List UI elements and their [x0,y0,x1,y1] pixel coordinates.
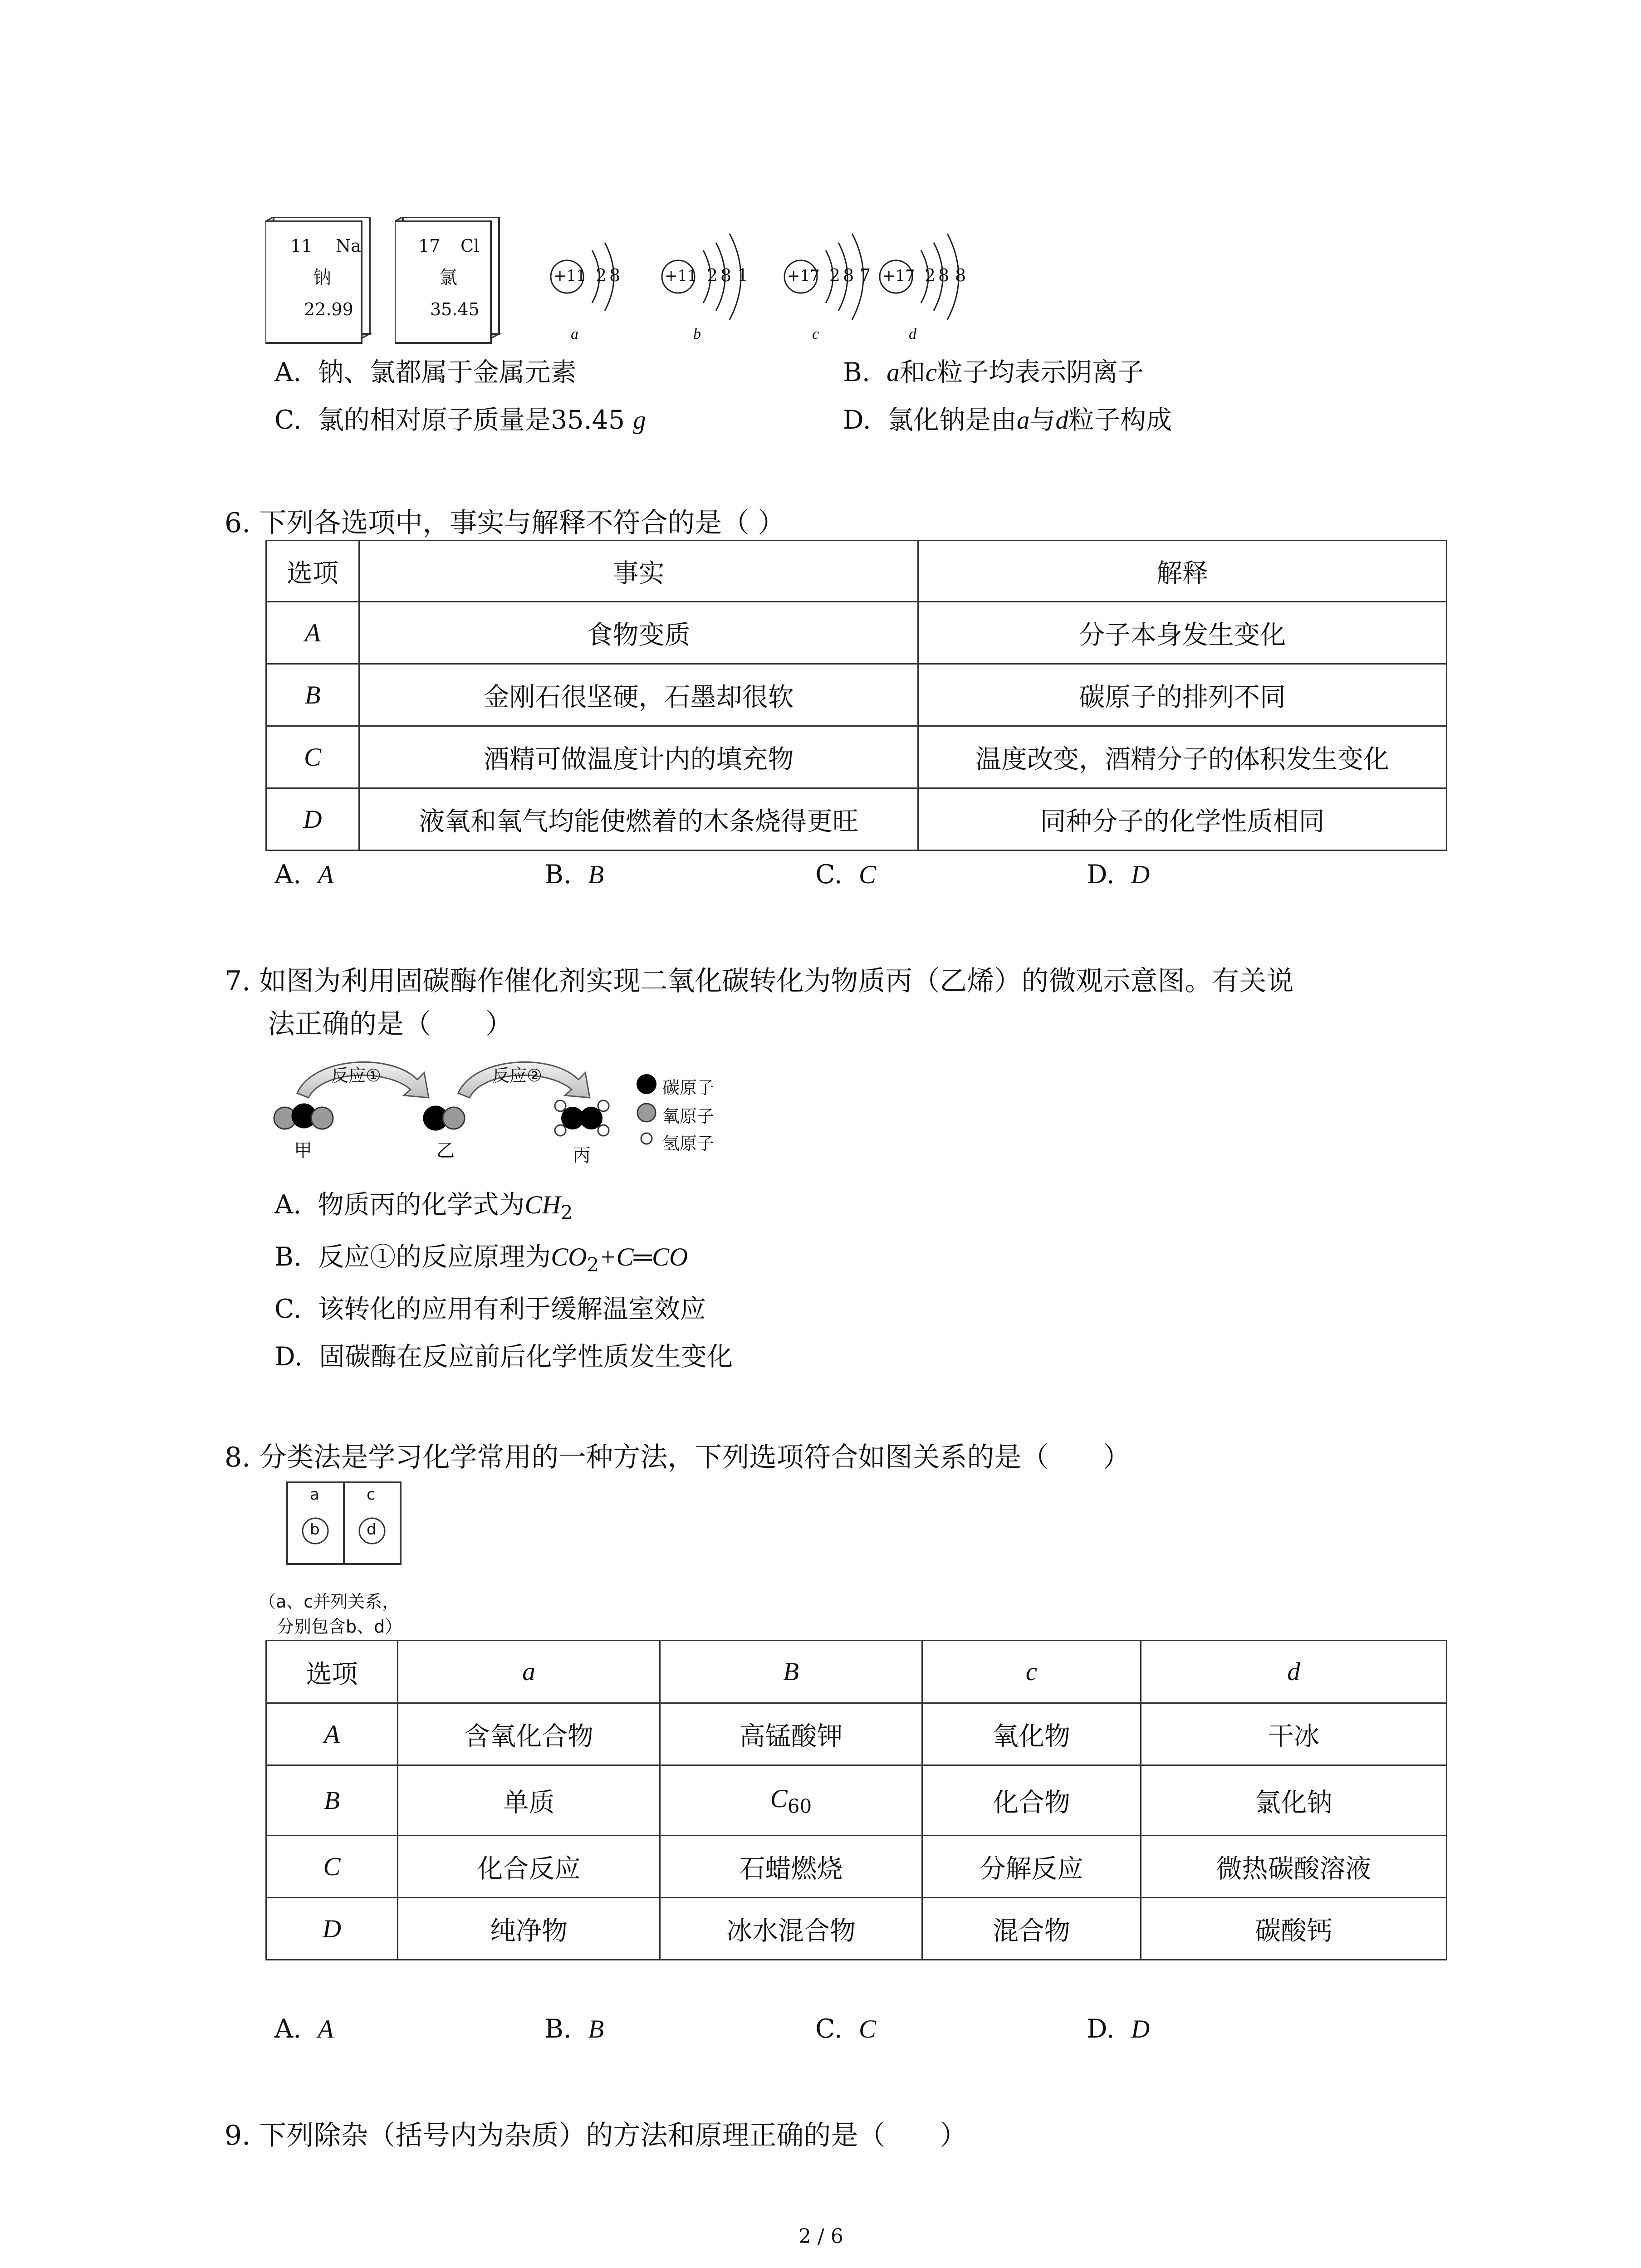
q6-answer-b[interactable]: B. B [544,860,604,890]
diagram-label-c: c [367,1486,375,1504]
q7-stem-line2: 法正确的是（ ） [268,1008,513,1040]
legend-hydrogen: 氢原子 [662,1134,715,1154]
table-row: A 含氧化合物 高锰酸钾 氧化物 干冰 [266,1703,1447,1765]
atom-d-label: d [909,326,916,342]
diagram-label-b: b [310,1520,320,1539]
atom-d-shell-1: 2 [925,265,936,285]
atom-b-shell-1: 2 [707,265,718,285]
q6-stem: 6. 下列各选项中，事实与解释不符合的是（ ） [225,507,785,539]
table-row: D 液氧和氧气均能使燃着的木条烧得更旺 同种分子的化学性质相同 [266,788,1447,850]
cl-atomic-mass: 35.45 [430,299,480,319]
q7-option-a[interactable]: A. 物质丙的化学式为$CH_2$ [274,1190,573,1224]
q8-header-a: a [398,1641,660,1703]
table-row: D 纯净物 冰水混合物 混合物 碳酸钙 [266,1898,1447,1960]
page-number: 2 / 6 [798,2225,843,2248]
q6-header-row [266,541,1447,602]
diagram-label-d: d [367,1520,377,1539]
atom-a-shell-1: 2 [596,265,607,285]
legend-oxygen: 氧原子 [662,1106,715,1126]
atom-c-label: c [812,326,819,342]
q8-header-row [266,1641,1447,1703]
cl-atomic-number: 17 [418,236,441,256]
atom-b-nucleus: +11 [665,267,697,285]
molecule-yi-label: 乙 [436,1140,455,1161]
q5-option-b[interactable]: B. a和c粒子均表示阴离子 [843,357,1144,387]
reaction-2-label: 反应② [492,1066,543,1085]
molecule-bing-label: 丙 [573,1145,591,1166]
na-name: 钠 [313,267,331,288]
table-row: C 酒精可做温度计内的填充物 温度改变，酒精分子的体积发生变化 [266,726,1447,788]
na-atomic-number: 11 [290,236,313,256]
table-row: C 化合反应 石蜡燃烧 分解反应 微热碳酸溶液 [266,1836,1447,1898]
q9-stem: 9. 下列除杂（括号内为杂质）的方法和原理正确的是（ ） [225,2120,967,2151]
atom-d-shell-3: 8 [955,265,966,285]
atom-d-nucleus: +17 [882,267,915,285]
table-row: A 食物变质 分子本身发生变化 [266,602,1447,664]
atom-a-shell-2: 8 [609,265,621,285]
diagram-label-a: a [310,1486,319,1504]
atom-c-nucleus: +17 [787,267,820,285]
q7-option-b[interactable]: B. 反应①的反应原理为$CO_2+C═CO$ [274,1242,688,1276]
q6-table [265,540,1447,851]
q6-header-fact: 事实 [359,541,918,602]
q5-option-c[interactable]: C. 氯的相对原子质量是35.45 g [274,405,646,435]
diagram-caption-line2: 分别包含b、d） [277,1617,402,1637]
c60-cell: $C_{60}$ [660,1765,922,1836]
q8-table [265,1640,1447,1960]
q8-header-d: d [1141,1641,1447,1703]
atom-c-shell-1: 2 [829,265,841,285]
legend-carbon: 碳原子 [662,1078,715,1098]
na-symbol: Na [336,236,361,256]
q8-answer-d[interactable]: D. D [1087,2014,1150,2044]
q8-answer-a[interactable]: A. A [274,2014,334,2044]
q7-stem-line1: 7. 如图为利用固碳酶作催化剂实现二氧化碳转化为物质丙（乙烯）的微观示意图。有关说 [225,965,1294,997]
table-row: B 单质 $C_{60}$ 化合物 氯化钠 [266,1765,1447,1836]
diagram-caption-line1: （a、c并列关系， [259,1592,400,1612]
classification-diagram [286,1481,404,1567]
q7-option-c[interactable]: C. 该转化的应用有利于缓解温室效应 [274,1294,706,1324]
q7-option-d[interactable]: D. 固碳酶在反应前后化学性质发生变化 [274,1342,733,1372]
q8-header-c: c [922,1641,1141,1703]
q8-header-option: 选项 [266,1641,398,1703]
q6-answer-c[interactable]: C. C [815,860,876,890]
q8-header-b: B [660,1641,922,1703]
q5-option-d[interactable]: D. 氯化钠是由a与d粒子构成 [843,405,1172,435]
q6-header-explanation: 解释 [918,541,1447,602]
q6-header-option: 选项 [266,541,359,602]
q8-answer-c[interactable]: C. C [815,2014,876,2044]
atom-c-shell-3: 7 [860,265,871,285]
q5-option-a[interactable]: A. 钠、氯都属于金属元素 [274,357,577,387]
table-row: B 金刚石很坚硬，石墨却很软 碳原子的排列不同 [266,664,1447,726]
cl-symbol: Cl [460,236,480,256]
atom-b-shell-2: 8 [720,265,732,285]
reaction-1-label: 反应① [331,1066,382,1085]
q8-answer-b[interactable]: B. B [544,2014,604,2044]
na-atomic-mass: 22.99 [304,299,353,319]
atom-a-nucleus: +11 [554,267,586,285]
atom-b-label: b [693,326,701,342]
atom-a-label: a [571,326,578,342]
q6-answer-a[interactable]: A. A [274,860,334,890]
molecule-jia-label: 甲 [294,1140,312,1161]
atom-c-shell-2: 8 [843,265,854,285]
atom-d-shell-2: 8 [938,265,950,285]
q8-stem: 8. 分类法是学习化学常用的一种方法，下列选项符合如图关系的是（ ） [225,1442,1131,1473]
cl-name: 氯 [439,267,457,288]
q6-answer-d[interactable]: D. D [1087,860,1150,890]
atom-b-shell-3: 1 [737,265,749,285]
